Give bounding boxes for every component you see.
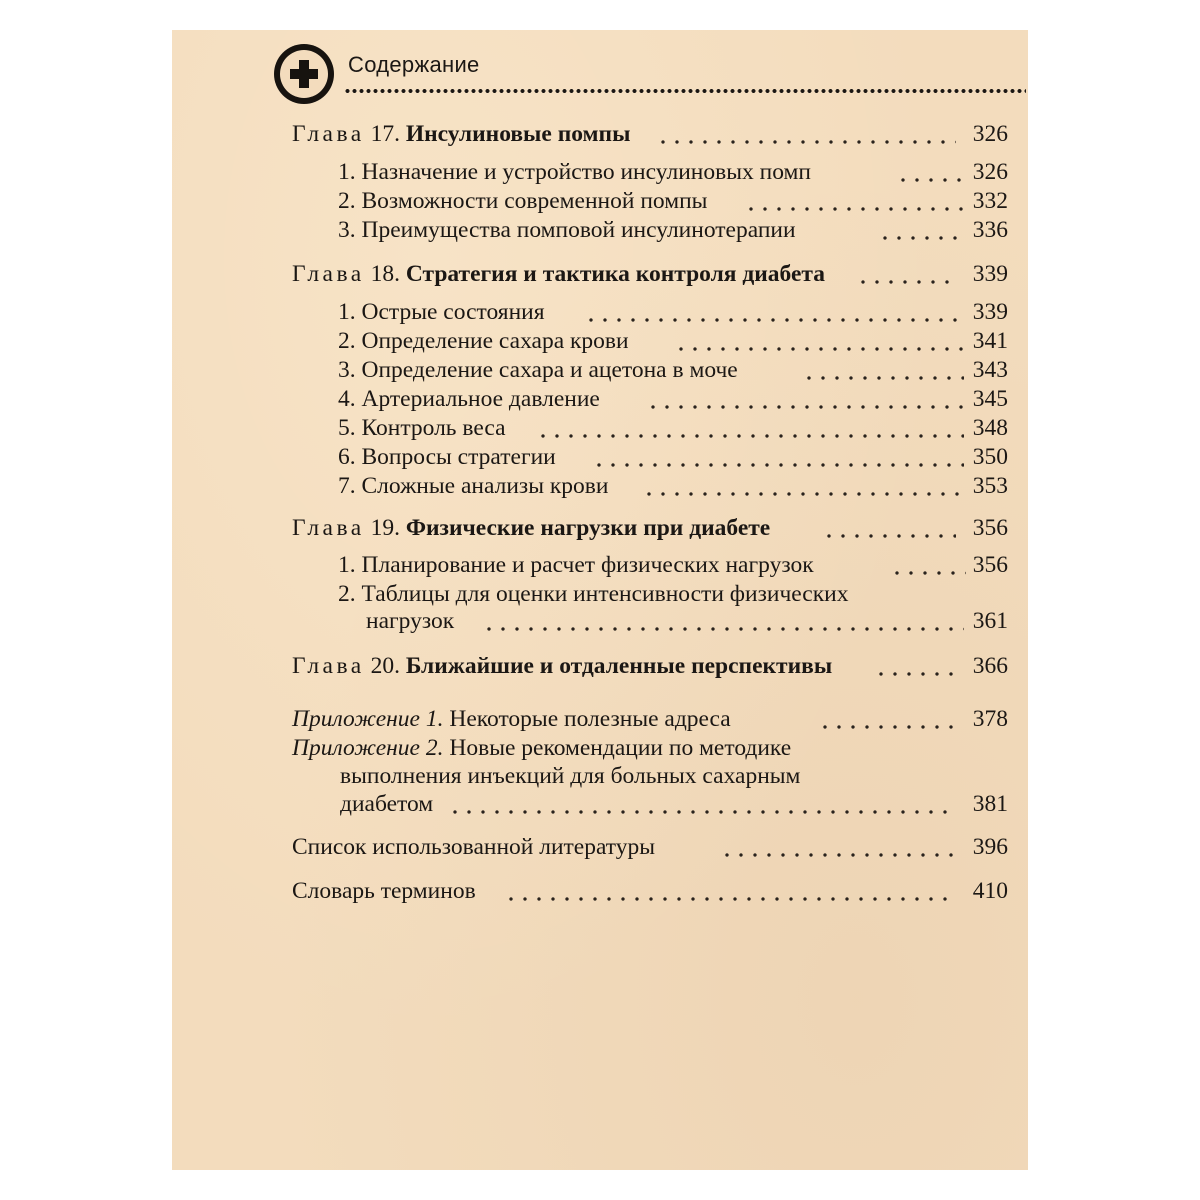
toc-section[interactable] <box>338 157 1008 187</box>
chapter-title: Стратегия и тактика контроля диабета <box>405 261 825 287</box>
page-number: 356 <box>972 515 1008 541</box>
leader-dots <box>674 346 964 352</box>
toc-section[interactable] <box>338 442 1008 472</box>
toc-section[interactable] <box>338 326 1008 356</box>
page-number: 381 <box>972 791 1008 817</box>
page-number: 353 <box>972 473 1008 499</box>
leader-dots <box>642 491 964 497</box>
appendix-title: Новые рекомендации по методике <box>449 735 792 761</box>
chapter-title: Физические нагрузки при диабете <box>405 515 771 541</box>
leader-dots <box>802 375 964 381</box>
page-number: 326 <box>972 121 1008 147</box>
toc-section[interactable] <box>338 186 1008 216</box>
leader-dots <box>504 896 956 902</box>
toc-section[interactable] <box>338 297 1008 327</box>
page-number: 336 <box>972 217 1008 243</box>
page-number: 339 <box>972 299 1008 325</box>
appendix-label: Приложение 2. <box>292 735 444 761</box>
leader-dots <box>744 206 964 212</box>
section-title: 5. Контроль веса <box>338 415 506 441</box>
section-title: 1. Планирование и расчет физических нагрузок <box>338 552 814 578</box>
section-title: 2. Определение сахара крови <box>338 328 629 354</box>
appendix-title-line-3: диабетом <box>340 791 434 817</box>
page-number: 345 <box>972 386 1008 412</box>
plus-circle-icon <box>274 44 334 104</box>
chapter-number: 20. <box>370 653 400 679</box>
toc-chapter-20[interactable] <box>292 651 1008 681</box>
section-title: 2. Таблицы для оценки интенсивности физических <box>338 581 849 607</box>
page-number: 378 <box>972 706 1008 732</box>
references-title: Список использованной литературы <box>292 834 656 860</box>
leader-dots <box>646 404 964 410</box>
page-number: 366 <box>972 653 1008 679</box>
section-title: 1. Назначение и устройство инсулиновых помп <box>338 159 811 185</box>
toc-appendix-2-last-line[interactable] <box>340 789 1008 819</box>
page-number: 339 <box>972 261 1008 287</box>
chapter-number: 18. <box>370 261 400 287</box>
leader-dots <box>592 462 964 468</box>
toc-section[interactable] <box>338 471 1008 501</box>
page-number: 348 <box>972 415 1008 441</box>
chapter-label: Глава <box>292 121 365 147</box>
appendix-label: Приложение 1. <box>292 706 444 732</box>
toc-section[interactable] <box>338 384 1008 414</box>
header-title: Содержание <box>348 52 480 77</box>
toc-section[interactable] <box>338 215 1008 245</box>
leader-dots <box>822 533 956 539</box>
chapter-title: Инсулиновые помпы <box>405 121 631 147</box>
leader-dots <box>448 809 956 815</box>
section-title-continuation: нагрузок <box>366 608 455 634</box>
section-title: 7. Сложные анализы крови <box>338 473 609 499</box>
leader-dots <box>720 852 956 858</box>
chapter-label: Глава <box>292 653 365 679</box>
toc-chapter-17[interactable] <box>292 119 1008 149</box>
toc-chapter-18[interactable] <box>292 259 1008 289</box>
toc-section[interactable] <box>338 355 1008 385</box>
leader-dots <box>856 279 956 285</box>
toc-glossary[interactable] <box>292 876 1008 906</box>
toc-section-continuation[interactable] <box>366 606 1008 636</box>
header-dotted-rule <box>344 88 1026 94</box>
section-title: 6. Вопросы стратегии <box>338 444 556 470</box>
section-title: 1. Острые состояния <box>338 299 545 325</box>
toc-appendix-2[interactable] <box>292 733 1008 763</box>
chapter-title: Ближайшие и отдаленные перспективы <box>405 653 833 679</box>
toc-section[interactable] <box>338 550 1008 580</box>
leader-dots <box>482 626 964 632</box>
page-number: 341 <box>972 328 1008 354</box>
toc-references[interactable] <box>292 832 1008 862</box>
page-number: 361 <box>972 608 1008 634</box>
page-number: 410 <box>972 878 1008 904</box>
page-number: 343 <box>972 357 1008 383</box>
leader-dots <box>584 317 964 323</box>
page-number: 350 <box>972 444 1008 470</box>
chapter-label: Глава <box>292 515 365 541</box>
page-number: 326 <box>972 159 1008 185</box>
toc-chapter-19[interactable] <box>292 513 1008 543</box>
appendix-title: Некоторые полезные адреса <box>449 706 731 732</box>
leader-dots <box>896 177 966 183</box>
appendix-title-line-2: выполнения инъекций для больных сахарным <box>340 763 801 789</box>
section-title: 3. Определение сахара и ацетона в моче <box>338 357 738 383</box>
toc-appendix-1[interactable] <box>292 704 1008 734</box>
section-title: 4. Артериальное давление <box>338 386 600 412</box>
leader-dots <box>656 139 956 145</box>
toc-section[interactable] <box>338 413 1008 443</box>
leader-dots <box>874 671 956 677</box>
leader-dots <box>818 724 956 730</box>
section-title: 2. Возможности современной помпы <box>338 188 708 214</box>
page-number: 356 <box>972 552 1008 578</box>
chapter-label: Глава <box>292 261 365 287</box>
leader-dots <box>536 433 964 439</box>
page-number: 332 <box>972 188 1008 214</box>
section-title: 3. Преимущества помповой инсулинотерапии <box>338 217 796 243</box>
leader-dots <box>878 235 964 241</box>
toc-section[interactable] <box>338 579 1008 609</box>
chapter-number: 17. <box>370 121 400 147</box>
page-number: 396 <box>972 834 1008 860</box>
glossary-title: Словарь терминов <box>292 878 476 904</box>
leader-dots <box>890 570 966 576</box>
chapter-number: 19. <box>370 515 400 541</box>
